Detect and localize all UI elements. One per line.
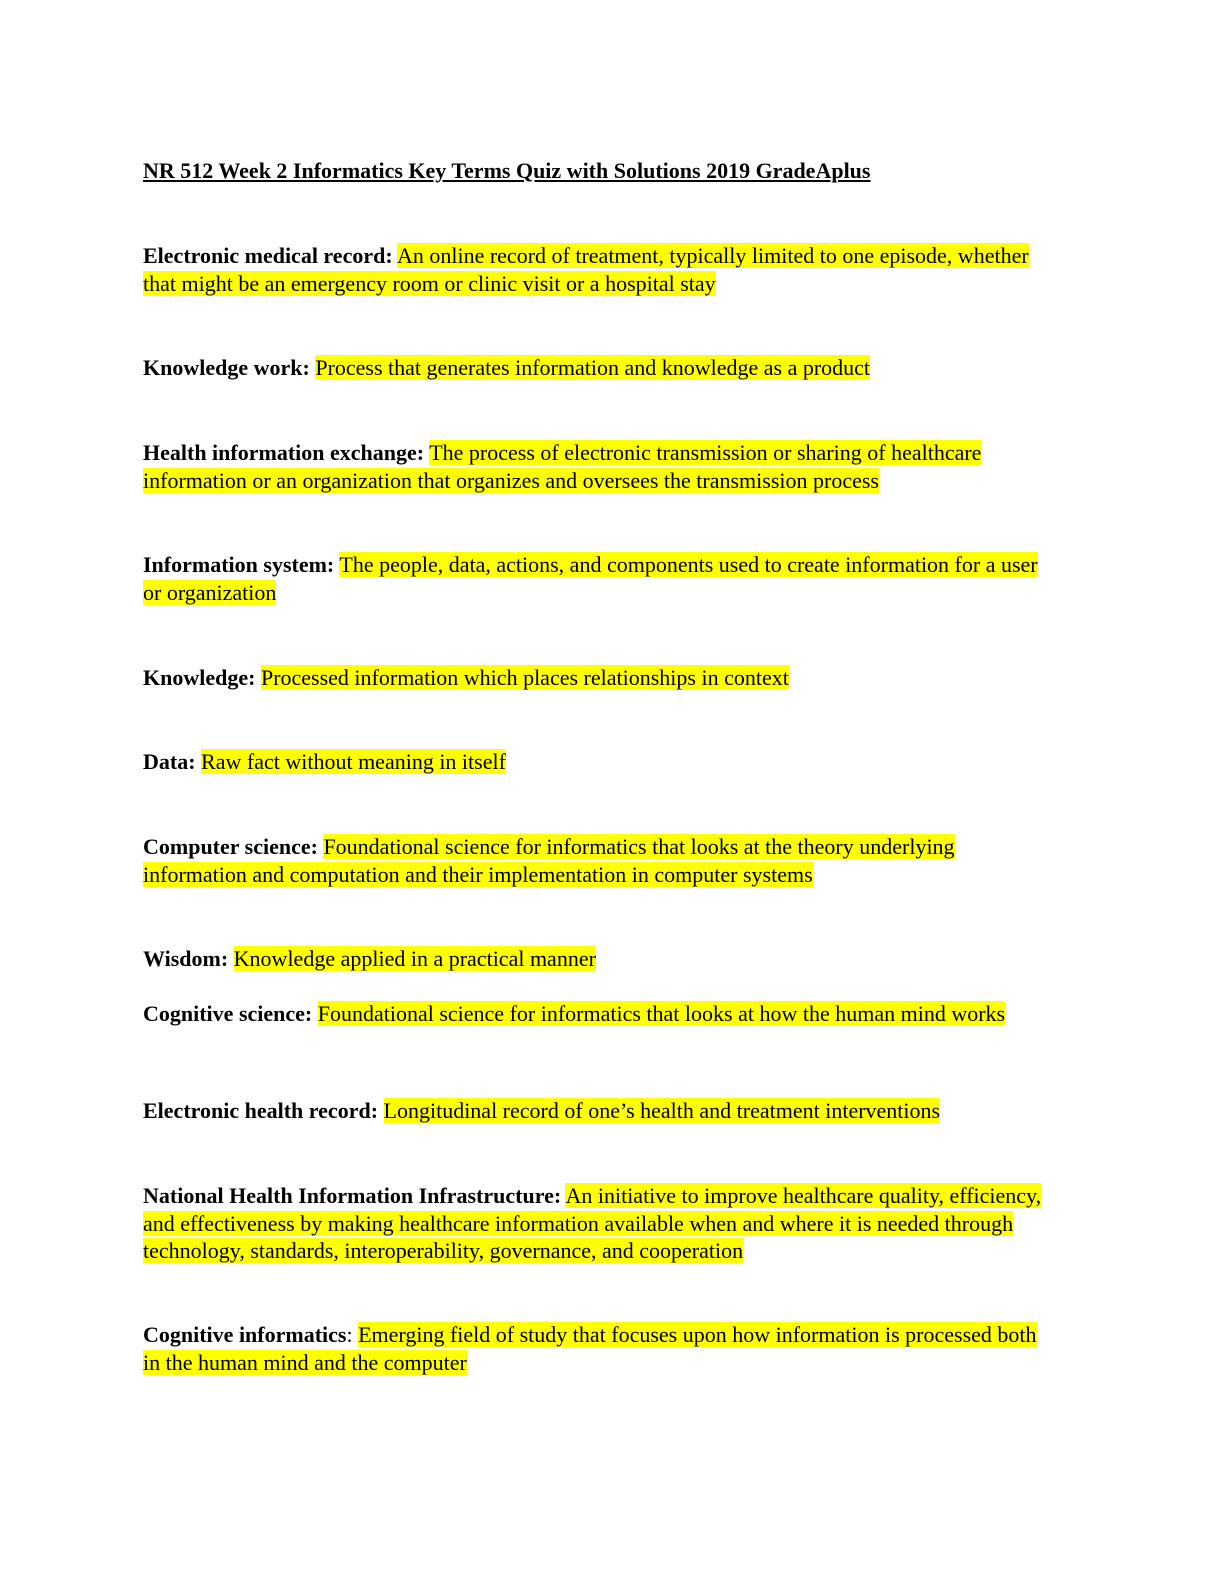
term-label: Data: (143, 749, 196, 774)
term-definition: Raw fact without meaning in itself (201, 749, 506, 774)
document-title: NR 512 Week 2 Informatics Key Terms Quiz with Solutions 2019 GradeAplus (143, 158, 871, 183)
term-definition: Longitudinal record of one’s health and treatment interventions (383, 1098, 941, 1123)
term-entry-information-system (143, 551, 1058, 606)
term-separator (312, 1001, 318, 1026)
term-entry-health-information-exchange (143, 439, 1058, 494)
term-label: Information system: (143, 552, 335, 577)
term-definition: Process that generates information and knowledge as a product (315, 355, 871, 380)
term-definition: The people, data, actions, and components used to create information for a user or organization (143, 552, 1038, 605)
term-definition: An initiative to improve healthcare quality, efficiency, and effectiveness by making healthcare information available when and where it is needed through technology, standards, interoperability, governance, and cooperation (143, 1183, 1042, 1263)
term-entry-data (143, 748, 1058, 776)
term-entry-knowledge (143, 664, 1058, 692)
term-entry-cognitive-science (143, 1000, 1058, 1028)
term-entry-computer-science (143, 833, 1058, 888)
term-label: Electronic health record: (143, 1098, 379, 1123)
term-definition: Foundational science for informatics that looks at how the human mind works (317, 1001, 1006, 1026)
term-label: Cognitive science: (143, 1001, 313, 1026)
term-label: Wisdom: (143, 946, 229, 971)
term-entry-electronic-health-record (143, 1097, 1058, 1125)
term-definition: Processed information which places relationships in context (260, 665, 789, 690)
term-label: Health information exchange: (143, 440, 425, 465)
term-label: Cognitive informatics (143, 1322, 347, 1347)
term-separator: : (346, 1322, 359, 1347)
term-label: National Health Information Infrastructure: (143, 1183, 562, 1208)
term-label: Knowledge: (143, 665, 256, 690)
term-separator (228, 946, 234, 971)
term-label: Computer science: (143, 834, 318, 859)
term-definition: Emerging field of study that focuses upon how information is processed both in the human mind and the computer (143, 1322, 1037, 1375)
term-definition: Knowledge applied in a practical manner (233, 946, 596, 971)
term-definition: The process of electronic transmission or sharing of healthcare information or an organization that organizes and oversees the transmission process (143, 440, 982, 493)
term-entry-wisdom (143, 945, 1058, 973)
term-definition: Foundational science for informatics that looks at the theory underlying information and computation and their implementation in computer systems (143, 834, 955, 887)
term-label: Knowledge work: (143, 355, 310, 380)
term-entry-electronic-medical-record (143, 242, 1058, 297)
term-entry-cognitive-informatics (143, 1321, 1058, 1376)
term-separator (378, 1098, 384, 1123)
term-entry-knowledge-work (143, 354, 1058, 382)
term-label: Electronic medical record: (143, 243, 393, 268)
term-definition: An online record of treatment, typically limited to one episode, whether that might be an emergency room or clinic visit or a hospital stay (143, 243, 1029, 296)
term-entry-national-health-information-infrastructure (143, 1182, 1058, 1265)
